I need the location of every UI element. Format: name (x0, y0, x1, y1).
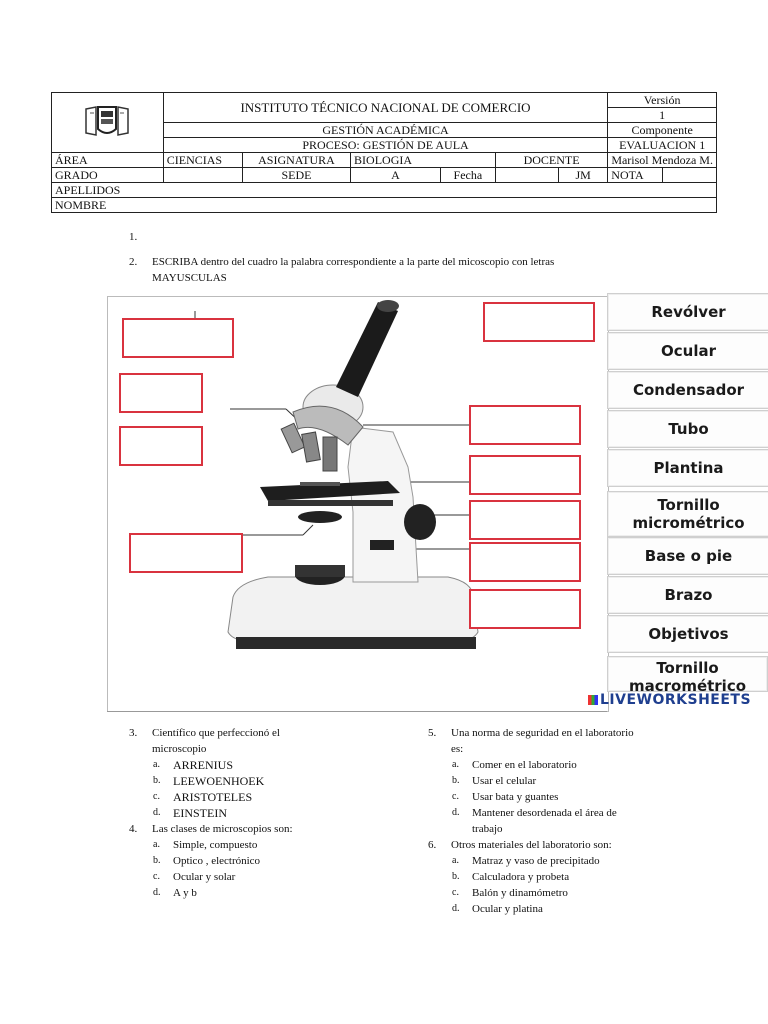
answer-box-3[interactable] (119, 426, 203, 466)
school-crest-icon (82, 103, 132, 139)
question-3-number: 3. (129, 727, 138, 739)
surnames-row[interactable] (52, 183, 717, 198)
question-5 (428, 725, 708, 759)
campus-label: SEDE (242, 168, 350, 183)
answer-box-10[interactable] (469, 589, 581, 629)
q3-option-b-letter: b. (153, 775, 161, 786)
question-2-line2: MAYUSCULAS (152, 272, 227, 284)
version-value: 1 (608, 108, 717, 123)
label-condensador[interactable]: Condensador (607, 371, 768, 409)
campus-value: A (351, 168, 441, 183)
q4-option-c-letter: c. (153, 871, 160, 882)
question-4 (129, 821, 409, 837)
label-tornillo-macrometrico[interactable]: Tornillo macrométrico (607, 656, 768, 692)
question-2-line1: ESCRIBA dentro del cuadro la palabra correspondiente a la parte del micoscopio con letras (152, 256, 555, 268)
subject-value: BIOLOGIA (351, 153, 496, 168)
q3-option-a-letter: a. (153, 759, 160, 770)
q4-option-a-text: Simple, compuesto (173, 839, 258, 851)
answer-box-2[interactable] (119, 373, 203, 413)
q5-option-a-letter: a. (452, 759, 459, 770)
q4-option-b-letter: b. (153, 855, 161, 866)
version-label: Versión (608, 93, 717, 108)
answer-box-7[interactable] (469, 455, 581, 495)
question-3-line2: microscopio (152, 743, 207, 755)
question-4-number: 4. (129, 823, 138, 835)
q4-option-d-letter: d. (153, 887, 161, 898)
question-5-line2: es: (451, 743, 464, 755)
label-tubo[interactable]: Tubo (607, 410, 768, 448)
grade-note-value[interactable] (663, 168, 717, 183)
answer-box-9[interactable] (469, 542, 581, 582)
q5-option-c-letter: c. (452, 791, 459, 802)
q6-option-b-letter: b. (452, 871, 460, 882)
date-label: Fecha (440, 168, 495, 183)
question-4-line1: Las clases de microscopios son: (152, 823, 293, 835)
label-tornillo-micrometrico[interactable]: Tornillo micrométrico (607, 491, 768, 537)
answer-box-1[interactable] (122, 318, 234, 358)
process-title: PROCESO: GESTIÓN DE AULA (163, 138, 608, 153)
q3-option-c-text: ARISTOTELES (173, 790, 253, 804)
question-1-number: 1. (129, 231, 138, 243)
name-row[interactable] (52, 198, 717, 213)
q3-option-b-text: LEEWOENHOEK (173, 774, 265, 788)
q6-option-a-letter: a. (452, 855, 459, 866)
liveworksheets-watermark (588, 692, 768, 710)
q6-option-b-text: Calculadora y probeta (472, 871, 570, 883)
area-value: CIENCIAS (163, 153, 242, 168)
question-3 (129, 725, 409, 759)
label-plantina[interactable]: Plantina (607, 449, 768, 487)
question-2-number: 2. (129, 256, 138, 268)
surnames-label: APELLIDOS (55, 182, 121, 197)
answer-box-5[interactable] (483, 302, 595, 342)
q6-option-c-text: Balón y dinamómetro (472, 887, 568, 899)
logo-cell (52, 93, 164, 153)
q3-option-d-letter: d. (153, 807, 161, 818)
subject-label: ASIGNATURA (242, 153, 350, 168)
teacher-label: DOCENTE (495, 153, 607, 168)
answer-box-4[interactable] (129, 533, 243, 573)
shift-value: JM (559, 168, 608, 183)
q4-option-b-text: Optico , electrónico (173, 855, 261, 867)
label-objetivos[interactable]: Objetivos (607, 615, 768, 653)
q5-option-b-text: Usar el celular (472, 775, 537, 787)
label-brazo[interactable]: Brazo (607, 576, 768, 614)
q5-option-a-text: Comer en el laboratorio (472, 759, 577, 771)
component-label: Componente (608, 123, 717, 138)
question-3-line1: Científico que perfeccionó el (152, 727, 280, 739)
q3-option-d-text: EINSTEIN (173, 806, 227, 820)
grade-label: GRADO (52, 168, 164, 183)
question-5-line1: Una norma de seguridad en el laboratorio (451, 727, 634, 739)
q4-option-a-letter: a. (153, 839, 160, 850)
q5-option-c-text: Usar bata y guantes (472, 791, 559, 803)
q5-option-b-letter: b. (452, 775, 460, 786)
question-6-line1: Otros materiales del laboratorio son: (451, 839, 612, 851)
date-value[interactable] (495, 168, 558, 183)
area-label: ÁREA (52, 153, 164, 168)
label-revolver[interactable]: Revólver (607, 293, 768, 331)
q6-option-d-text: Ocular y platina (472, 903, 543, 915)
q6-option-a-text: Matraz y vaso de precipitado (472, 855, 600, 867)
panel-divider (107, 711, 607, 712)
q4-option-c-text: Ocular y solar (173, 871, 236, 883)
institute-name: INSTITUTO TÉCNICO NACIONAL DE COMERCIO (163, 93, 608, 123)
q6-option-c-letter: c. (452, 887, 459, 898)
q3-option-c-letter: c. (153, 791, 160, 802)
evaluation-title: EVALUACION 1 (608, 138, 717, 153)
watermark-text: LIVEWORKSHEETS (600, 692, 752, 708)
q5-option-d-text: Mantener desordenada el área de (472, 807, 617, 819)
q4-option-d-text: A y b (173, 887, 197, 899)
microscope-activity-panel (107, 296, 609, 712)
question-5-number: 5. (428, 727, 437, 739)
grade-value[interactable] (163, 168, 242, 183)
question-6-number: 6. (428, 839, 437, 851)
q6-option-d-letter: d. (452, 903, 460, 914)
header-table (51, 92, 717, 213)
teacher-value: Marisol Mendoza M. (608, 153, 717, 168)
label-ocular[interactable]: Ocular (607, 332, 768, 370)
q5-option-d-cont-text: trabajo (472, 823, 503, 835)
name-label: NOMBRE (55, 197, 107, 212)
answer-box-8[interactable] (469, 500, 581, 540)
q5-option-d-letter: d. (452, 807, 460, 818)
question-6 (428, 837, 718, 853)
answer-box-6[interactable] (469, 405, 581, 445)
q3-option-a-text: ARRENIUS (173, 758, 234, 772)
question-2 (129, 254, 729, 288)
label-base-o-pie[interactable]: Base o pie (607, 537, 768, 575)
grade-note-label: NOTA (608, 168, 663, 183)
liveworksheets-logo-icon (588, 695, 598, 705)
management-title: GESTIÓN ACADÉMICA (163, 123, 608, 138)
